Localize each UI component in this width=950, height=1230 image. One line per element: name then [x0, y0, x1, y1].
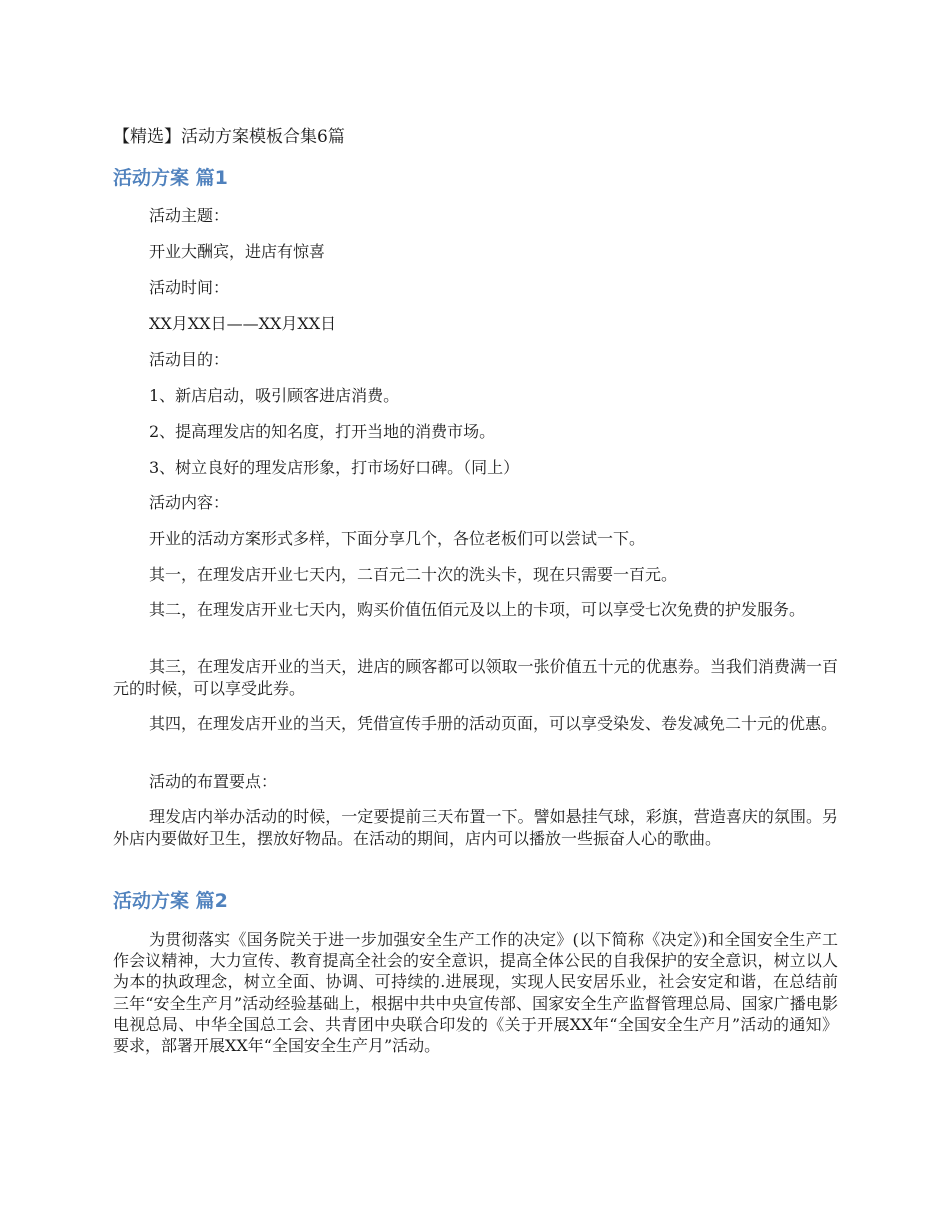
paragraph: 其四，在理发店开业的当天，凭借宣传手册的活动页面，可以享受染发、卷发减免二十元的优惠。 — [149, 714, 838, 733]
paragraph: 活动时间： — [149, 278, 230, 297]
paragraph: 活动主题： — [149, 206, 230, 225]
paragraph: 理发店内举办活动的时候，一定要提前三天布置一下。譬如悬挂气球，彩旗，营造喜庆的氛围。另外店内要做好卫生，摆放好物品。在活动的期间，店内可以播放一些振奋人心的歌曲。 — [113, 807, 838, 848]
section-heading: 活动方案 篇2 — [113, 890, 228, 912]
paragraph: 其三，在理发店开业的当天，进店的顾客都可以领取一张价值五十元的优惠券。当我们消费满一百元的时候，可以享受此券。 — [113, 657, 838, 698]
list-item: 1、新店启动，吸引顾客进店消费。 — [149, 386, 400, 405]
paragraph: 活动目的： — [149, 350, 230, 369]
list-item: 2、提高理发店的知名度，打开当地的消费市场。 — [149, 422, 496, 441]
paragraph: 其一，在理发店开业七天内，二百元二十次的洗头卡，现在只需要一百元。 — [149, 565, 678, 584]
paragraph: XX月XX日——XX月XX日 — [149, 314, 337, 333]
paragraph: 开业的活动方案形式多样，下面分享几个，各位老板们可以尝试一下。 — [149, 529, 646, 548]
paragraph: 为贯彻落实《国务院关于进一步加强安全生产工作的决定》(以下简称《决定》)和全国安全生产工作会议精神，大力宣传、教育提高全社会的安全意识，提高全体公民的自我保护的安全意识，树立以人为本的执政理念，树立全面、协调、可持续的.进展现，实现人民安居乐业，社会安定和谐，在总结前三年“安全生产月”活动经验基础上，根据中共中央宣传部、国家安全生产监督管理总局、国家广播电影电视总局、中华全国总工会、共青团中央联合印发的《关于开展XX年“全国安全生产月”活动的通知》要求，部署开展XX年“全国安全生产月”活动。 — [113, 930, 838, 1056]
section-heading: 活动方案 篇1 — [113, 167, 228, 189]
document-title: 【精选】活动方案模板合集6篇 — [113, 127, 345, 147]
paragraph: 活动的布置要点： — [149, 772, 278, 791]
paragraph: 开业大酬宾，进店有惊喜 — [149, 242, 326, 261]
paragraph: 其二，在理发店开业七天内，购买价值伍佰元及以上的卡项，可以享受七次免费的护发服务。 — [149, 600, 806, 619]
paragraph: 活动内容： — [149, 493, 230, 512]
list-item: 3、树立良好的理发店形象，打市场好口碑。（同上） — [149, 458, 520, 477]
